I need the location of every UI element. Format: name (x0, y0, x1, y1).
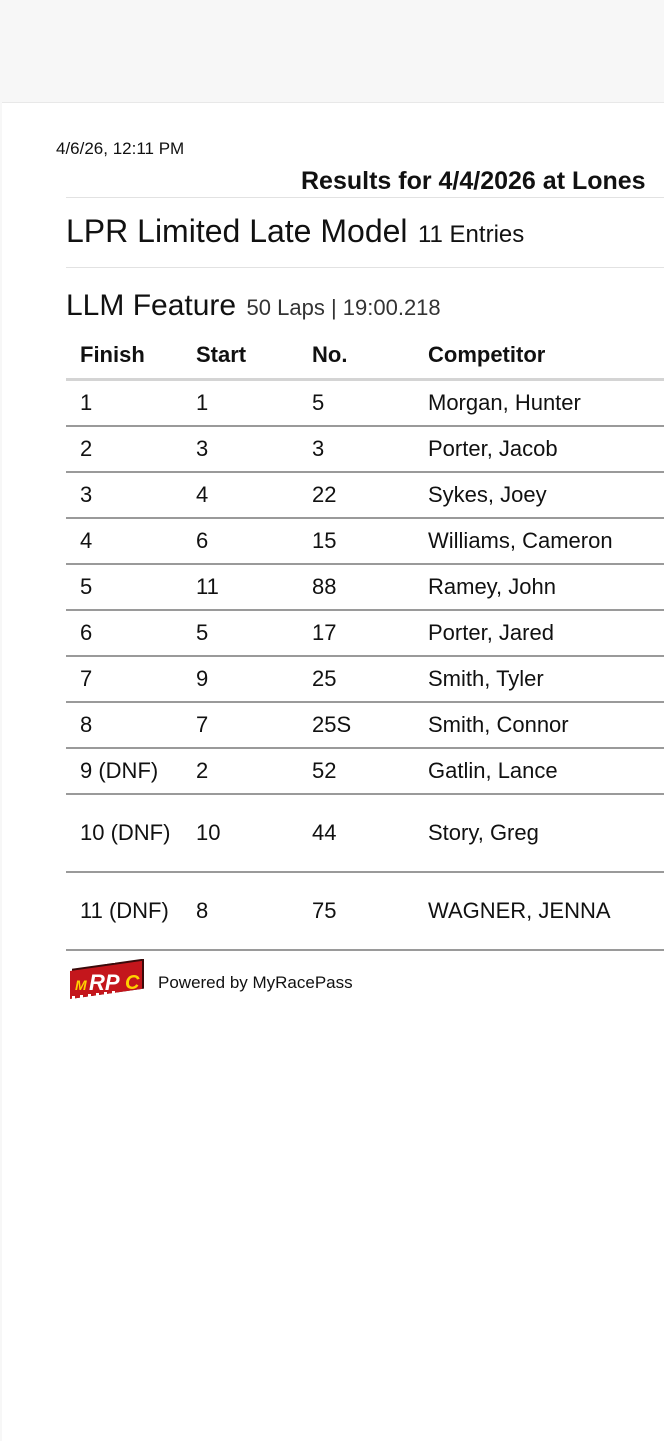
table-row (66, 872, 664, 950)
cell-start: 7 (182, 702, 298, 748)
table-row (66, 702, 664, 748)
cell-number: 15 (298, 518, 414, 564)
cell-competitor: WAGNER, JENNA (414, 872, 664, 950)
cell-number: 17 (298, 610, 414, 656)
results-title: Results for 4/4/2026 at Lones (301, 167, 646, 195)
cell-competitor: Porter, Jared (414, 610, 664, 656)
myracepass-logo-icon[interactable] (70, 959, 146, 1007)
cell-competitor: Smith, Tyler (414, 656, 664, 702)
cell-competitor: Ramey, John (414, 564, 664, 610)
cell-competitor: Sykes, Joey (414, 472, 664, 518)
header-competitor: Competitor (414, 335, 664, 380)
svg-text:C: C (125, 972, 140, 994)
table-row (66, 748, 664, 794)
cell-start: 5 (182, 610, 298, 656)
cell-finish: 4 (66, 518, 182, 564)
cell-finish: 10 (DNF) (66, 794, 182, 872)
table-row (66, 472, 664, 518)
cell-number: 75 (298, 872, 414, 950)
cell-start: 6 (182, 518, 298, 564)
table-row (66, 610, 664, 656)
cell-competitor: Williams, Cameron (414, 518, 664, 564)
cell-finish: 3 (66, 472, 182, 518)
cell-finish: 7 (66, 656, 182, 702)
table-row (66, 794, 664, 872)
header-start: Start (182, 335, 298, 380)
results-table (66, 335, 664, 951)
cell-start: 3 (182, 426, 298, 472)
divider (66, 267, 664, 268)
divider (66, 197, 664, 198)
cell-competitor: Gatlin, Lance (414, 748, 664, 794)
cell-competitor: Porter, Jacob (414, 426, 664, 472)
table-row (66, 518, 664, 564)
print-timestamp: 4/6/26, 12:11 PM (56, 139, 185, 158)
svg-text:RP: RP (89, 970, 120, 995)
cell-number: 44 (298, 794, 414, 872)
cell-start: 9 (182, 656, 298, 702)
table-row (66, 564, 664, 610)
event-name: LLM Feature (66, 289, 237, 322)
cell-finish: 1 (66, 380, 182, 427)
entry-count: 11 Entries (417, 221, 525, 248)
svg-text:M: M (75, 977, 87, 993)
cell-start: 2 (182, 748, 298, 794)
results-page (2, 102, 664, 1441)
cell-start: 8 (182, 872, 298, 950)
cell-finish: 9 (DNF) (66, 748, 182, 794)
footer (70, 959, 353, 1007)
cell-competitor: Story, Greg (414, 794, 664, 872)
cell-number: 25S (298, 702, 414, 748)
cell-finish: 6 (66, 610, 182, 656)
cell-number: 22 (298, 472, 414, 518)
event-heading (66, 289, 441, 323)
table-header-row (66, 335, 664, 380)
cell-start: 4 (182, 472, 298, 518)
cell-number: 3 (298, 426, 414, 472)
cell-competitor: Smith, Connor (414, 702, 664, 748)
event-meta: 50 Laps | 19:00.218 (246, 295, 441, 320)
cell-number: 88 (298, 564, 414, 610)
cell-competitor: Morgan, Hunter (414, 380, 664, 427)
table-row (66, 656, 664, 702)
header-number: No. (298, 335, 414, 380)
table-row (66, 380, 664, 427)
class-name: LPR Limited Late Model (66, 213, 408, 249)
cell-finish: 5 (66, 564, 182, 610)
cell-start: 10 (182, 794, 298, 872)
table-row (66, 426, 664, 472)
class-heading (66, 213, 524, 250)
header-finish: Finish (66, 335, 182, 380)
powered-by-text: Powered by MyRacePass (158, 973, 353, 992)
cell-start: 11 (182, 564, 298, 610)
cell-number: 25 (298, 656, 414, 702)
cell-finish: 2 (66, 426, 182, 472)
cell-finish: 8 (66, 702, 182, 748)
cell-start: 1 (182, 380, 298, 427)
cell-finish: 11 (DNF) (66, 872, 182, 950)
cell-number: 52 (298, 748, 414, 794)
cell-number: 5 (298, 380, 414, 427)
